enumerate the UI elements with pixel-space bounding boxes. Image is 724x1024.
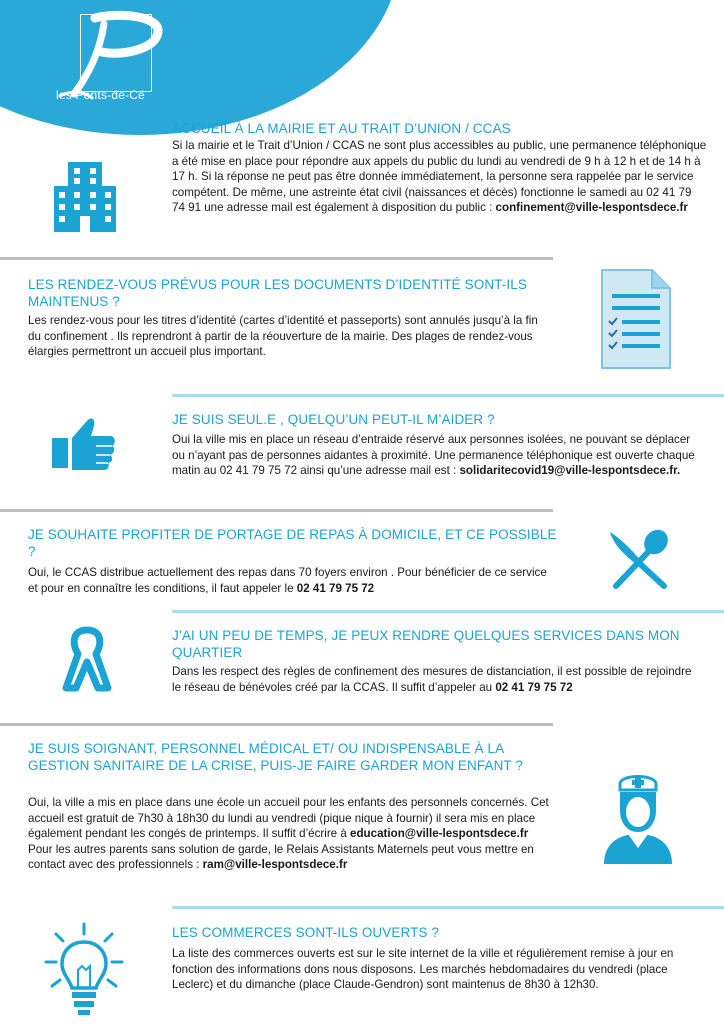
phone-number: 02 41 79 75 72 <box>296 581 375 595</box>
divider <box>172 610 724 613</box>
ribbon-icon <box>62 626 112 692</box>
knife-spoon-icon <box>606 528 672 590</box>
body-text: Si la mairie et le Trait d’Union / CCAS ne sont plus accessibles au public, une permanence téléphonique a été mise en place pour répondre aux appels du public du lundi au vendredi de 9 h à 12 h et de 14 h à 17 h. Si la réponse ne peut pas être donnée immédiatement, la personne sera rappelée par le service compétent. De même, une astreinte état civil (naissances et décès) fonctionne le samedi au 02 41 79 74 91 une adresse mail est également à disposition du public : <box>172 139 707 215</box>
section-title-services: J’AI UN PEU DE TEMPS, JE PEUX RENDRE QUELQUES SERVICES DANS MON QUARTIER <box>172 628 680 660</box>
section-body-rendez-vous: Les rendez-vous pour les titres d’identité (cartes d’identité et passeports) sont annulés jusqu’à la fin du confinement . Ils reprendront à partir de la réouverture de la mairie. Des plages de rendez-vous élargies permettront un accueil plus important. <box>28 314 538 359</box>
document-icon <box>600 268 672 370</box>
section-title-soignant: JE SUIS SOIGNANT, PERSONNEL MÉDICAL ET/ OU INDISPENSABLE À LA GESTION SANITAIRE DE LA CRISE, PUIS-JE FAIRE GARDER MON ENFANT ? <box>28 741 523 773</box>
section-body-accueil <box>172 138 707 216</box>
divider <box>0 723 553 726</box>
section-body-seul <box>172 432 702 479</box>
building-icon <box>54 160 116 232</box>
section-title-commerces: LES COMMERCES SONT-ILS OUVERTS ? <box>172 925 440 940</box>
email-link[interactable]: education@ville-lespontsdece.fr <box>350 827 529 841</box>
section-title-accueil: ACCUEIL À LA MAIRIE ET AU TRAIT D’UNION / CCAS <box>172 121 511 136</box>
section-body-repas <box>28 565 548 596</box>
body-text: Oui, la ville a mis en place dans une école un accueil pour les enfants des personnels concernés. Cet accueil est gratuit de 7h30 à 18h30 du lundi au vendredi (pique nique à fournir) il sera mis en place également pendant les congés de printemps. Il suffit d’écrire à <box>28 796 549 841</box>
section-body-services <box>172 664 702 695</box>
divider <box>172 906 724 909</box>
thumbs-up-icon <box>52 416 116 470</box>
email-link[interactable]: solidaritecovid19@ville-lespontsdece.fr. <box>459 464 681 478</box>
body-text: Pour les autres parents sans solution de garde, le Relais Assistants Maternels peut vous mettre en contact avec des professionnels : <box>28 842 534 872</box>
body-text: Oui, le CCAS distribue actuellement des repas dans 70 foyers environ . Pour bénéficier de ce service et pour en connaître les conditions, il faut appeler le <box>28 566 547 595</box>
phone-number: 02 41 79 75 72 <box>495 680 573 694</box>
divider <box>0 509 553 512</box>
email-link[interactable]: confinement@ville-lespontsdece.fr <box>495 201 688 215</box>
section-title-seul: JE SUIS SEUL.E , QUELQU’UN PEUT-IL M’AIDER ? <box>172 412 495 427</box>
logo-text: les Ponts-de-Cé <box>56 88 146 102</box>
section-body-commerces: La liste des commerces ouverts est sur le site internet de la ville et régulièrement remise à jour en fonction des informations dons nous disposons. Les marchés hebdomadaires du vendredi (place Leclerc) et du dimanche (place Claude-Gendron) sont maintenus de 8h30 à 12h30. <box>172 947 674 992</box>
divider <box>0 257 553 260</box>
section-body-soignant <box>28 795 568 873</box>
nurse-icon <box>598 768 678 864</box>
section-title-repas: JE SOUHAITE PROFITER DE PORTAGE DE REPAS À DOMICILE, ET CE POSSIBLE ? <box>28 527 557 559</box>
body-text: Dans les respect des règles de confinement des mesures de distanciation, il est possible de rejoindre le réseau de bénévoles créé par la CCAS. Il suffit d’appeler au <box>172 665 692 694</box>
light-bulb-icon <box>44 922 124 1018</box>
email-link[interactable]: ram@ville-lespontsdece.fr <box>202 858 348 872</box>
divider <box>172 394 724 397</box>
section-title-rendez-vous: LES RENDEZ-VOUS PRÉVUS POUR LES DOCUMENTS D’IDENTITÉ SONT-ILS MAINTENUS ? <box>28 277 527 309</box>
body-text: Oui la ville mis en place un réseau d’entraide réservé aux personnes isolées, ne pouvant se déplacer ou n’ayant pas de personnes aidantes à proximité. Une permanence téléphonique est ouverte chaque matin au 02 41 79 75 72 ainsi qu’une adresse mail est : <box>172 433 695 478</box>
